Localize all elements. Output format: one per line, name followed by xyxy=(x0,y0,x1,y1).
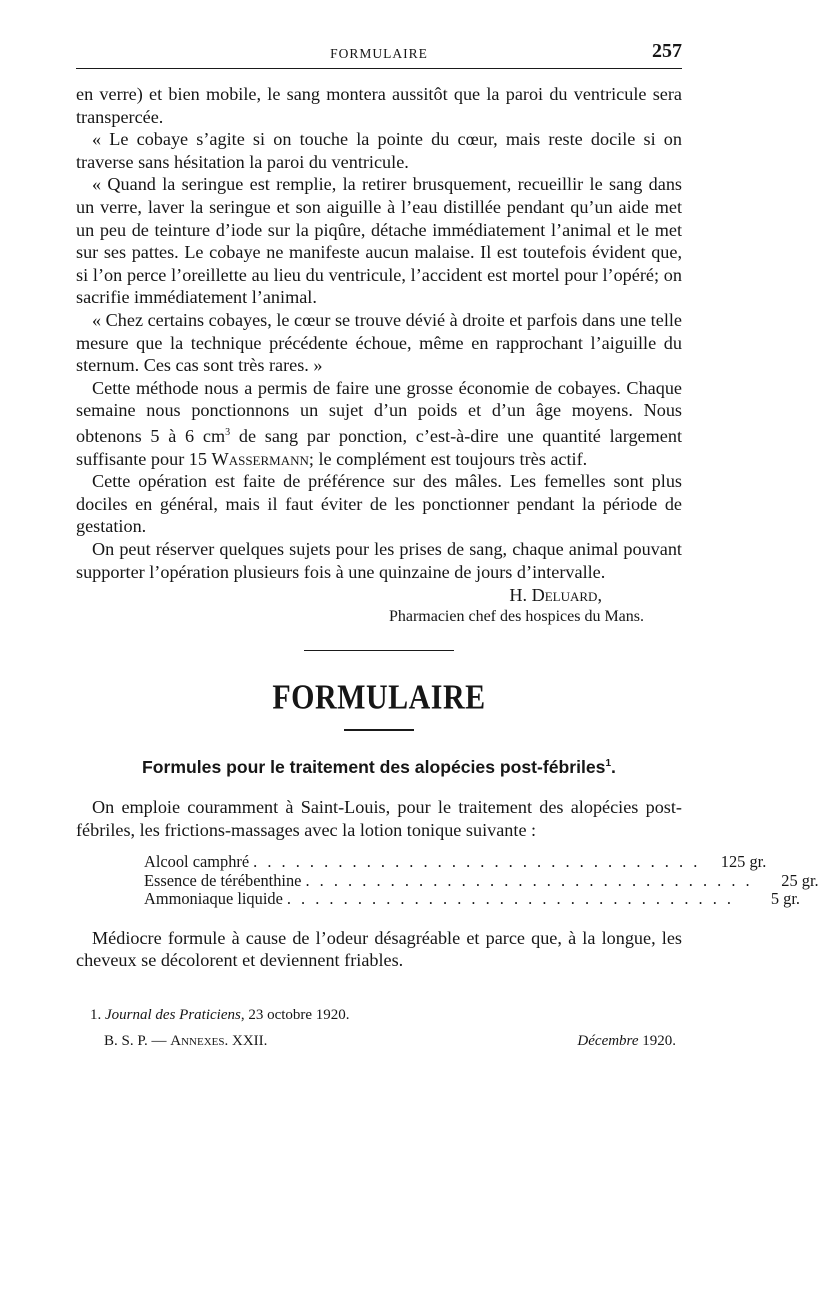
footnote-ref: 1 xyxy=(605,758,612,770)
footer-prefix: B. S. P. — xyxy=(104,1033,171,1049)
author-name: Wassermann xyxy=(211,448,309,469)
paragraph: Cette opération est faite de préférence sur des mâles. Les femelles sont plus dociles en général, mais il faut éviter de les ponctionner pendant la période de gestation. xyxy=(76,471,682,537)
recipe-row xyxy=(144,889,800,909)
page-footer xyxy=(76,1030,682,1052)
paragraph: On emploie couramment à Saint-Louis, pour le traitement des alopécies post-fébriles, les frictions-massages avec la lotion tonique suivante : xyxy=(76,797,682,840)
ingredient-qty: 125 gr. xyxy=(720,852,767,872)
section-title: FORMULAIRE xyxy=(272,678,486,717)
page xyxy=(76,38,819,1052)
paragraph: On peut réserver quelques sujets pour les prises de sang, chaque animal pouvant supporter l’opération plusieurs fois à une quinzaine de jours d’intervalle. xyxy=(76,538,682,582)
paragraph: en verre) et bien mobile, le sang montera aussitôt que la paroi du ventricule sera transpercée. xyxy=(76,84,682,127)
ingredient-name: Essence de térébenthine xyxy=(144,870,302,890)
page-header xyxy=(76,38,682,68)
paragraph: « Le cobaye s’agite si on touche la pointe du cœur, mais reste docile si on traverse sans hésitation la paroi du ventricule. xyxy=(76,129,682,172)
paragraph-text: Cette méthode nous a permis de faire une grosse économie de cobayes. Chaque semaine nous ponctionnons un sujet d’un poids et d’un âge moyens. Nous obtenons 5 à 6 cm xyxy=(76,377,682,446)
recipe-row xyxy=(144,870,819,891)
running-title: FORMULAIRE xyxy=(330,46,428,61)
signature-initial: H. xyxy=(509,585,532,606)
paragraph: « Chez certains cobayes, le cœur se trouve dévié à droite et parfois dans une telle mesure que la technique précédente échoue, même en rapprochant l’aiguille du sternum. Ces cas sont très rares. » xyxy=(76,309,682,376)
paragraph xyxy=(76,377,682,470)
signature-name: Deluard, xyxy=(531,585,602,606)
footer-left xyxy=(104,1030,267,1052)
recipe-list xyxy=(144,852,819,909)
section-divider xyxy=(304,650,454,651)
leader-dots: . . . . . . . . . . . . . . . . . . . . . . . . . . . . . . . . xyxy=(305,870,753,890)
signature xyxy=(76,584,682,606)
subtitle-text: Formules pour le traitement des alopécies post-fébriles xyxy=(142,757,606,778)
footnote-number: 1. xyxy=(90,1007,102,1023)
section-subtitle: Formules pour le traitement des alopécies post-fébriles$^1$. xyxy=(142,757,616,778)
leader-dots: . . . . . . . . . . . . . . . . . . . . . . . . . . . . . . . . xyxy=(253,852,701,872)
section-body-2 xyxy=(76,927,682,972)
footnote-date: , 23 octobre 1920. xyxy=(240,1007,350,1023)
footer-volume: . XXII. xyxy=(224,1033,268,1049)
page-number: 257 xyxy=(652,40,682,62)
recipe-row xyxy=(144,852,767,872)
superscript: 3 xyxy=(225,426,231,438)
signature-title: Pharmacien chef des hospices du Mans. xyxy=(388,608,644,626)
ingredient-name: Alcool camphré xyxy=(144,852,250,872)
footer-annexes: Annexes xyxy=(170,1033,225,1049)
title-underline xyxy=(344,729,414,731)
paragraph-text: de sang par ponction, c’est-à-dire une quantité largement suffisante pour 15 xyxy=(76,425,682,469)
ingredient-qty: 25 gr. xyxy=(781,870,819,890)
paragraph-text: ; le complément est toujours très actif. xyxy=(308,448,588,469)
leader-dots: . . . . . . . . . . . . . . . . . . . . . . . . . . . . . . . . xyxy=(286,889,734,909)
section-body xyxy=(76,796,682,841)
ingredient-qty: 5 gr. xyxy=(770,889,800,909)
paragraph: Médiocre formule à cause de l’odeur désagréable et parce que, à la longue, les cheveux se décolorent et deviennent friables. xyxy=(76,927,682,971)
paragraph: « Quand la seringue est remplie, la retirer brusquement, recueillir le sang dans un verre, laver la seringue et son aiguille à l’eau distillée pendant qu’un aide met un peu de teinture d’iode sur la piqûre, détache immédiatement l’animal et le met sur ses pattes. Le cobaye ne manifeste aucun malaise. Il est toutefois évident que, si l’on perce l’oreillette au lieu du ventricule, l’accident est mortel pour l’opéré; on sacrifie immédiatement l’animal. xyxy=(76,174,682,308)
footnote-journal: Journal des Praticiens xyxy=(105,1007,241,1023)
article-body xyxy=(76,83,682,628)
footer-year: 1920. xyxy=(638,1033,676,1049)
header-rule xyxy=(76,68,682,69)
footnote xyxy=(76,1004,682,1026)
ingredient-name: Ammoniaque liquide xyxy=(144,889,283,909)
footer-month: Décembre xyxy=(577,1033,639,1049)
footer-right xyxy=(577,1030,676,1052)
